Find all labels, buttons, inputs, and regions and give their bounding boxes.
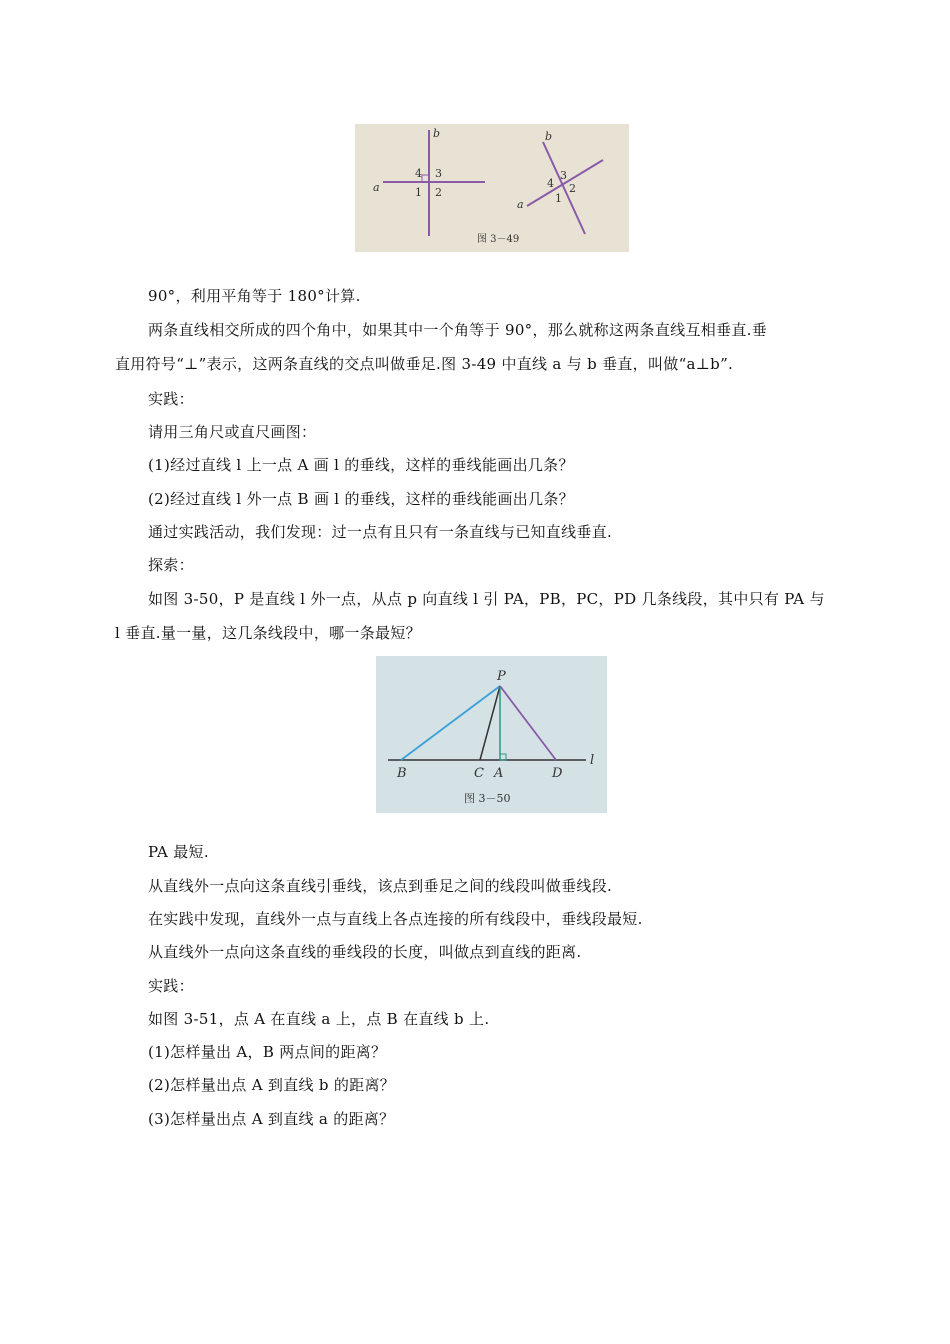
segment-PD: [500, 686, 556, 760]
angle-4-right: 4: [547, 177, 554, 190]
paragraph-4: 实践：: [148, 390, 194, 408]
right-angle-mark: [422, 175, 429, 182]
line-a-right: [527, 160, 603, 206]
label-b-left: b: [433, 127, 441, 140]
paragraph-7: (2)经过直线 l 外一点 B 画 l 的垂线，这样的垂线能画出几条？: [148, 490, 574, 508]
paragraph-15: 从直线外一点向这条直线的垂线段的长度，叫做点到直线的距离.: [148, 943, 582, 961]
angle-3-left: 3: [435, 167, 442, 180]
paragraph-19: (2)怎样量出点 A 到直线 b 的距离？: [148, 1076, 396, 1094]
label-l: l: [590, 753, 595, 768]
paragraph-11: l 垂直.量一量，这几条线段中，哪一条最短？: [115, 624, 421, 642]
figure-3-49-drawing: [355, 124, 629, 252]
label-D: D: [552, 766, 563, 781]
paragraph-2: 两条直线相交所成的四个角中，如果其中一个角等于 90°，那么就称这两条直线互相垂直.垂: [148, 321, 768, 339]
label-a-left: a: [373, 181, 380, 194]
segment-PB: [401, 686, 500, 760]
figure-3-49-caption: 图 3－49: [477, 234, 520, 245]
paragraph-8: 通过实践活动，我们发现：过一点有且只有一条直线与已知直线垂直.: [148, 523, 613, 541]
paragraph-17: 如图 3-51，点 A 在直线 a 上，点 B 在直线 b 上.: [148, 1010, 490, 1028]
figure-3-50-drawing: [376, 656, 607, 813]
label-b-right: b: [545, 130, 553, 143]
paragraph-10: 如图 3-50，P 是直线 l 外一点，从点 p 向直线 l 引 PA，PB，PC，PD 几条线段，其中只有 PA 与: [148, 590, 825, 608]
paragraph-9: 探索：: [148, 556, 194, 574]
paragraph-1: 90°，利用平角等于 180°计算.: [148, 287, 361, 305]
label-A: A: [494, 766, 504, 781]
label-B: B: [397, 766, 407, 781]
figure-3-50-caption: 图 3－50: [464, 792, 511, 805]
paragraph-6: (1)经过直线 l 上一点 A 画 l 的垂线，这样的垂线能画出几条？: [148, 456, 574, 474]
label-C: C: [474, 766, 484, 781]
paragraph-14: 在实践中发现，直线外一点与直线上各点连接的所有线段中，垂线段最短.: [148, 910, 643, 928]
angle-3-right: 3: [560, 169, 567, 182]
paragraph-18: (1)怎样量出 A，B 两点间的距离？: [148, 1043, 387, 1061]
paragraph-20: (3)怎样量出点 A 到直线 a 的距离？: [148, 1110, 395, 1128]
paragraph-5: 请用三角尺或直尺画图：: [148, 423, 317, 441]
angle-1-right: 1: [555, 192, 562, 205]
paragraph-13: 从直线外一点向这条直线引垂线，该点到垂足之间的线段叫做垂线段.: [148, 877, 613, 895]
paragraph-12: PA 最短.: [148, 843, 209, 861]
segment-PC: [480, 686, 500, 760]
figure-3-50: [376, 656, 607, 813]
angle-2-right: 2: [569, 182, 576, 195]
label-P: P: [497, 669, 506, 684]
paragraph-16: 实践：: [148, 977, 194, 995]
angle-2-left: 2: [435, 186, 442, 199]
figure-3-49: [355, 124, 629, 252]
right-angle-mark-A: [500, 754, 506, 760]
paragraph-3: 直用符号“⊥”表示，这两条直线的交点叫做垂足.图 3-49 中直线 a 与 b 垂直，叫做“a⊥b”.: [115, 355, 734, 373]
label-a-right: a: [517, 198, 524, 211]
angle-4-left: 4: [415, 167, 422, 180]
angle-1-left: 1: [415, 186, 422, 199]
